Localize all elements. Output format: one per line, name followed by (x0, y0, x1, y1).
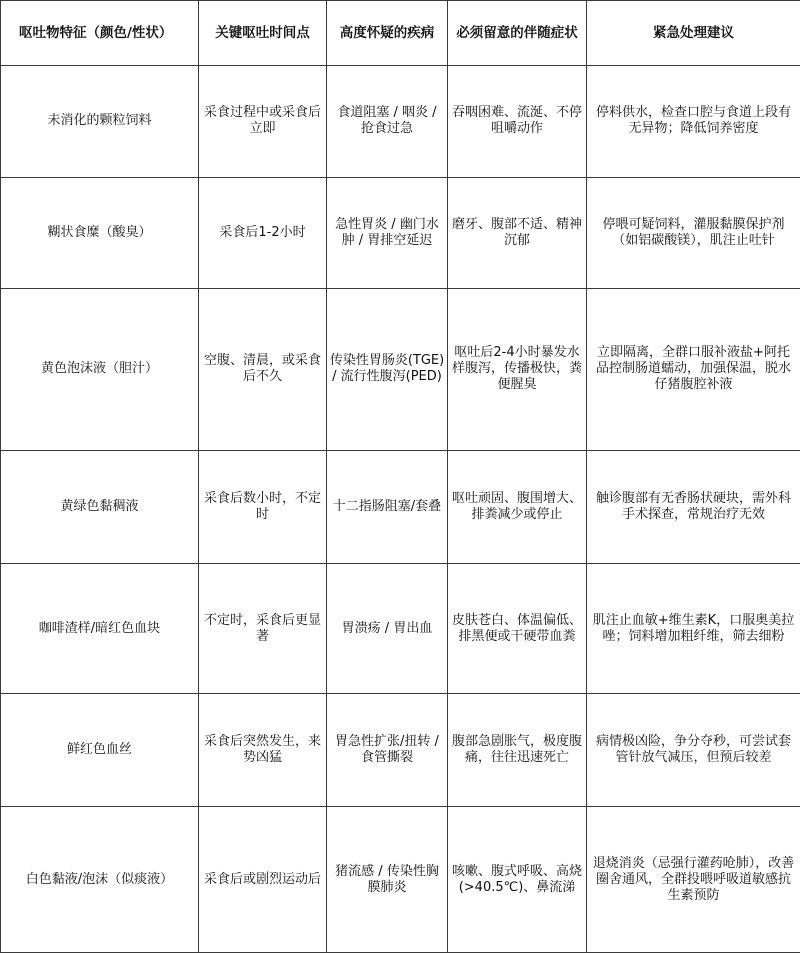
table-row (1, 450, 800, 564)
cell-accompanying-symptoms: 皮肤苍白、体温偏低、排黑便或干硬带血粪 (448, 564, 587, 694)
cell-suspected-disease: 十二指肠阻塞/套叠 (327, 450, 448, 564)
header-vomit-feature: 呕吐物特征（颜色/性状） (1, 1, 199, 66)
cell-vomit-feature: 鲜红色血丝 (1, 693, 199, 807)
cell-vomit-timing: 采食后或剧烈运动后 (199, 807, 327, 953)
table-header-row (1, 1, 800, 66)
cell-emergency-advice: 肌注止血敏+维生素K，口服奥美拉唑；饲料增加粗纤维，筛去细粉 (587, 564, 800, 694)
cell-suspected-disease: 食道阻塞 / 咽炎 / 抢食过急 (327, 66, 448, 178)
cell-accompanying-symptoms: 腹部急剧胀气，极度腹痛，往往迅速死亡 (448, 693, 587, 807)
cell-accompanying-symptoms: 呕吐后2-4小时暴发水样腹泻，传播极快，粪便腥臭 (448, 289, 587, 451)
cell-vomit-timing: 采食后突然发生，来势凶猛 (199, 693, 327, 807)
cell-suspected-disease: 胃溃疡 / 胃出血 (327, 564, 448, 694)
cell-vomit-timing: 不定时，采食后更显著 (199, 564, 327, 694)
header-accompanying-symptoms: 必须留意的伴随症状 (448, 1, 587, 66)
header-emergency-advice: 紧急处理建议 (587, 1, 800, 66)
cell-vomit-feature: 糊状食糜（酸臭） (1, 177, 199, 289)
table-row (1, 177, 800, 289)
cell-suspected-disease: 胃急性扩张/扭转 / 食管撕裂 (327, 693, 448, 807)
table-row (1, 289, 800, 451)
cell-accompanying-symptoms: 呕吐顽固、腹围增大、排粪减少或停止 (448, 450, 587, 564)
cell-vomit-timing: 采食过程中或采食后立即 (199, 66, 327, 178)
cell-emergency-advice: 触诊腹部有无香肠状硬块，需外科手术探查，常规治疗无效 (587, 450, 800, 564)
header-vomit-timing: 关键呕吐时间点 (199, 1, 327, 66)
cell-accompanying-symptoms: 咳嗽、腹式呼吸、高烧(>40.5℃)、鼻流涕 (448, 807, 587, 953)
cell-vomit-feature: 黄色泡沫液（胆汁） (1, 289, 199, 451)
cell-suspected-disease: 猪流感 / 传染性胸膜肺炎 (327, 807, 448, 953)
cell-vomit-timing: 空腹、清晨，或采食后不久 (199, 289, 327, 451)
cell-emergency-advice: 停料供水，检查口腔与食道上段有无异物；降低饲养密度 (587, 66, 800, 178)
cell-vomit-timing: 采食后数小时，不定时 (199, 450, 327, 564)
cell-emergency-advice: 病情极凶险，争分夺秒，可尝试套管针放气减压，但预后较差 (587, 693, 800, 807)
table-row (1, 564, 800, 694)
cell-accompanying-symptoms: 磨牙、腹部不适、精神沉郁 (448, 177, 587, 289)
cell-suspected-disease: 急性胃炎 / 幽门水肿 / 胃排空延迟 (327, 177, 448, 289)
cell-vomit-feature: 未消化的颗粒饲料 (1, 66, 199, 178)
cell-emergency-advice: 立即隔离，全群口服补液盐+阿托品控制肠道蠕动，加强保温，脱水仔猪腹腔补液 (587, 289, 800, 451)
cell-suspected-disease: 传染性胃肠炎(TGE) / 流行性腹泻(PED) (327, 289, 448, 451)
table-row (1, 66, 800, 178)
cell-emergency-advice: 退烧消炎（忌强行灌药呛肺），改善圈舍通风，全群投喂呼吸道敏感抗生素预防 (587, 807, 800, 953)
header-suspected-disease: 高度怀疑的疾病 (327, 1, 448, 66)
cell-vomit-feature: 咖啡渣样/暗红色血块 (1, 564, 199, 694)
cell-vomit-feature: 白色黏液/泡沫（似痰液） (1, 807, 199, 953)
cell-accompanying-symptoms: 吞咽困难、流涎、不停咀嚼动作 (448, 66, 587, 178)
table-row (1, 693, 800, 807)
table-row (1, 807, 800, 953)
cell-vomit-feature: 黄绿色黏稠液 (1, 450, 199, 564)
cell-vomit-timing: 采食后1-2小时 (199, 177, 327, 289)
cell-emergency-advice: 停喂可疑饲料，灌服黏膜保护剂（如铝碳酸镁），肌注止吐针 (587, 177, 800, 289)
